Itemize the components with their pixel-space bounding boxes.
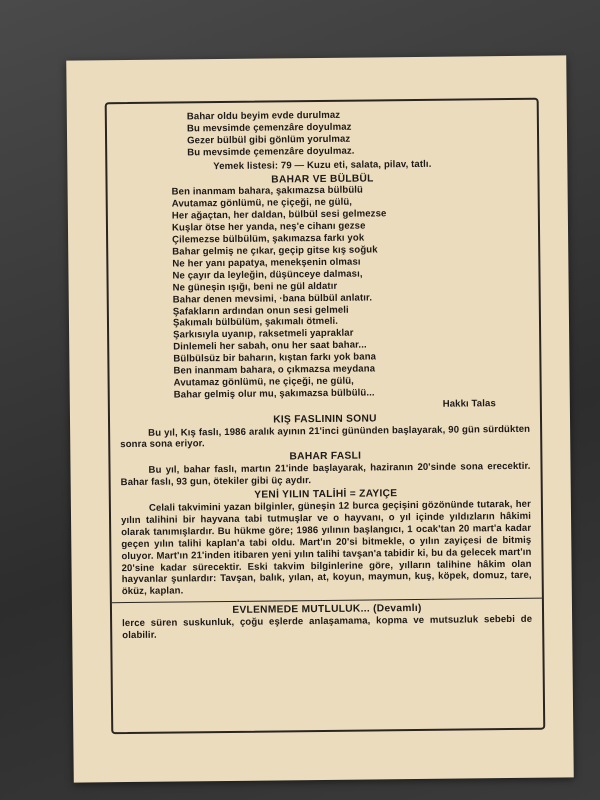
verse-line: Bu mevsimde çemenzâre doyulmaz. (187, 145, 355, 159)
poem-line: Kuşlar ötse her yanda, neş'e cihanı gezse (171, 220, 366, 234)
poem-line: Bahar gelmiş ne çıkar, geçip gitse kış soğuk (172, 244, 378, 258)
continued-text: lerce süren suskunluk, çoğu eşlerde anlaşamama, kopma ve mutsuzluk sebebi de olabilir. (122, 613, 533, 642)
winter-section-title: KIŞ FASLININ SONU (273, 413, 377, 426)
opening-verse (117, 108, 527, 160)
poem-line: Bahar gelmiş olur mu, şakımazsa bülbülü... (173, 387, 375, 401)
poem-line: Avutamaz gönlümü, ne çiçeği, ne gülü, (171, 196, 353, 210)
poem-line: Ben inanmam bahara, şakımazsa bülbülü (171, 184, 364, 198)
verse-line: Gezer bülbül gibi gönlüm yorulmaz (187, 133, 351, 147)
poem-line: Ben inanmam bahara, o çıkmazsa meydana (173, 363, 376, 377)
poem-line: Şarkısıyla uyanıp, raksetmeli yapraklar (173, 327, 354, 341)
poem-line: Her ağaçtan, her daldan, bülbül sesi gelmezse (171, 208, 387, 222)
spring-section-title: BAHAR FASLI (289, 450, 362, 463)
winter-section-text: Bu yıl, Kış faslı, 1986 aralık ayının 21'inci gününden başlayarak, 90 gün sürdükten sonra sona eriyor. (120, 423, 531, 451)
verse-line: Bahar oldu beyim evde durulmaz (186, 109, 341, 123)
poem-line: Dinlemeli her sabah, onu her saat bahar... (173, 339, 367, 353)
verse-line: Bu mevsimde çemenzâre doyulmaz (186, 121, 352, 135)
luck-section-title: YENİ YILIN TALİHİ = ZAYIÇE (254, 488, 398, 501)
poem-line: Ne her yanı papatya, menekşenin olması (172, 256, 361, 270)
calendar-page (66, 55, 574, 782)
poem-title: BAHAR VE BÜLBÜL (271, 172, 374, 186)
poem-line: Bahar denen mevsimi, ·bana bülbül anlatır. (172, 292, 373, 306)
poem-line: Şafakların ardından onun sesi gelmeli (172, 304, 349, 318)
menu-line: Yemek listesi: 79 — Kuzu eti, salata, pilav, tatlı. (213, 158, 432, 172)
page-content (117, 108, 533, 642)
continued-title: EVLENMEDE MUTLULUK... (Devamlı) (232, 603, 422, 617)
poem-line: Ne çayır da leyleğin, düşünceye dalması, (172, 268, 363, 282)
poem-line: Çilemezse bülbülüm, şakımazsa farkı yok (172, 232, 365, 246)
page-frame (105, 98, 546, 735)
luck-section-text: Celali takvimini yazan bilginler, güneşin 12 burca geçişini gözönünde tutarak, her yılın talihini bir hayvana tabi tutmuşlar ve o hayvanı, o yıl içinde yıldızların hâkimi olarak tanımışlardır. Bu hükme göre; 1986 yılının başlangıcı, 1 ocak'tan 20 mart'a kadar geçen yılın talihi kaplan'a tabi oldu. Mart'ın 20'si bitmekle, o yılın zayiçesi de bitmiş oluyor. Mart'ın 21'inden itibaren yeni yılın talihi tavşan'a tabidir ki, bu da gelecek mart'ın 20'sine kadar sürecektir. Eski takvim bilginlerine göre, yılların talihine hâkim olan hayvanlar şunlardır: Tavşan, balık, yılan, at, koyun, maymun, kuş, köpek, domuz, tare, öküz, kaplan. (120, 498, 532, 598)
poem-line: Ne güneşin ışığı, beni ne gül aldatır (172, 280, 338, 294)
spring-section-text: Bu yıl, bahar faslı, martın 21'inde başlayarak, haziranın 20'sinde sona erecektir. Bahar faslı, 93 gun, ötekiler gibi üç aydır. (120, 461, 531, 489)
poem-author: Hakkı Talas (442, 397, 496, 410)
poem-line: Şakımalı bülbülüm, şakımalı ötmeli. (172, 316, 339, 329)
poem-line: Avutamaz gönlümü, ne çiçeği, ne gülü, (173, 375, 354, 389)
poem-line: Bülbülsüz bir baharın, kıştan farkı yok bana (173, 351, 377, 365)
poem-body (118, 183, 530, 402)
